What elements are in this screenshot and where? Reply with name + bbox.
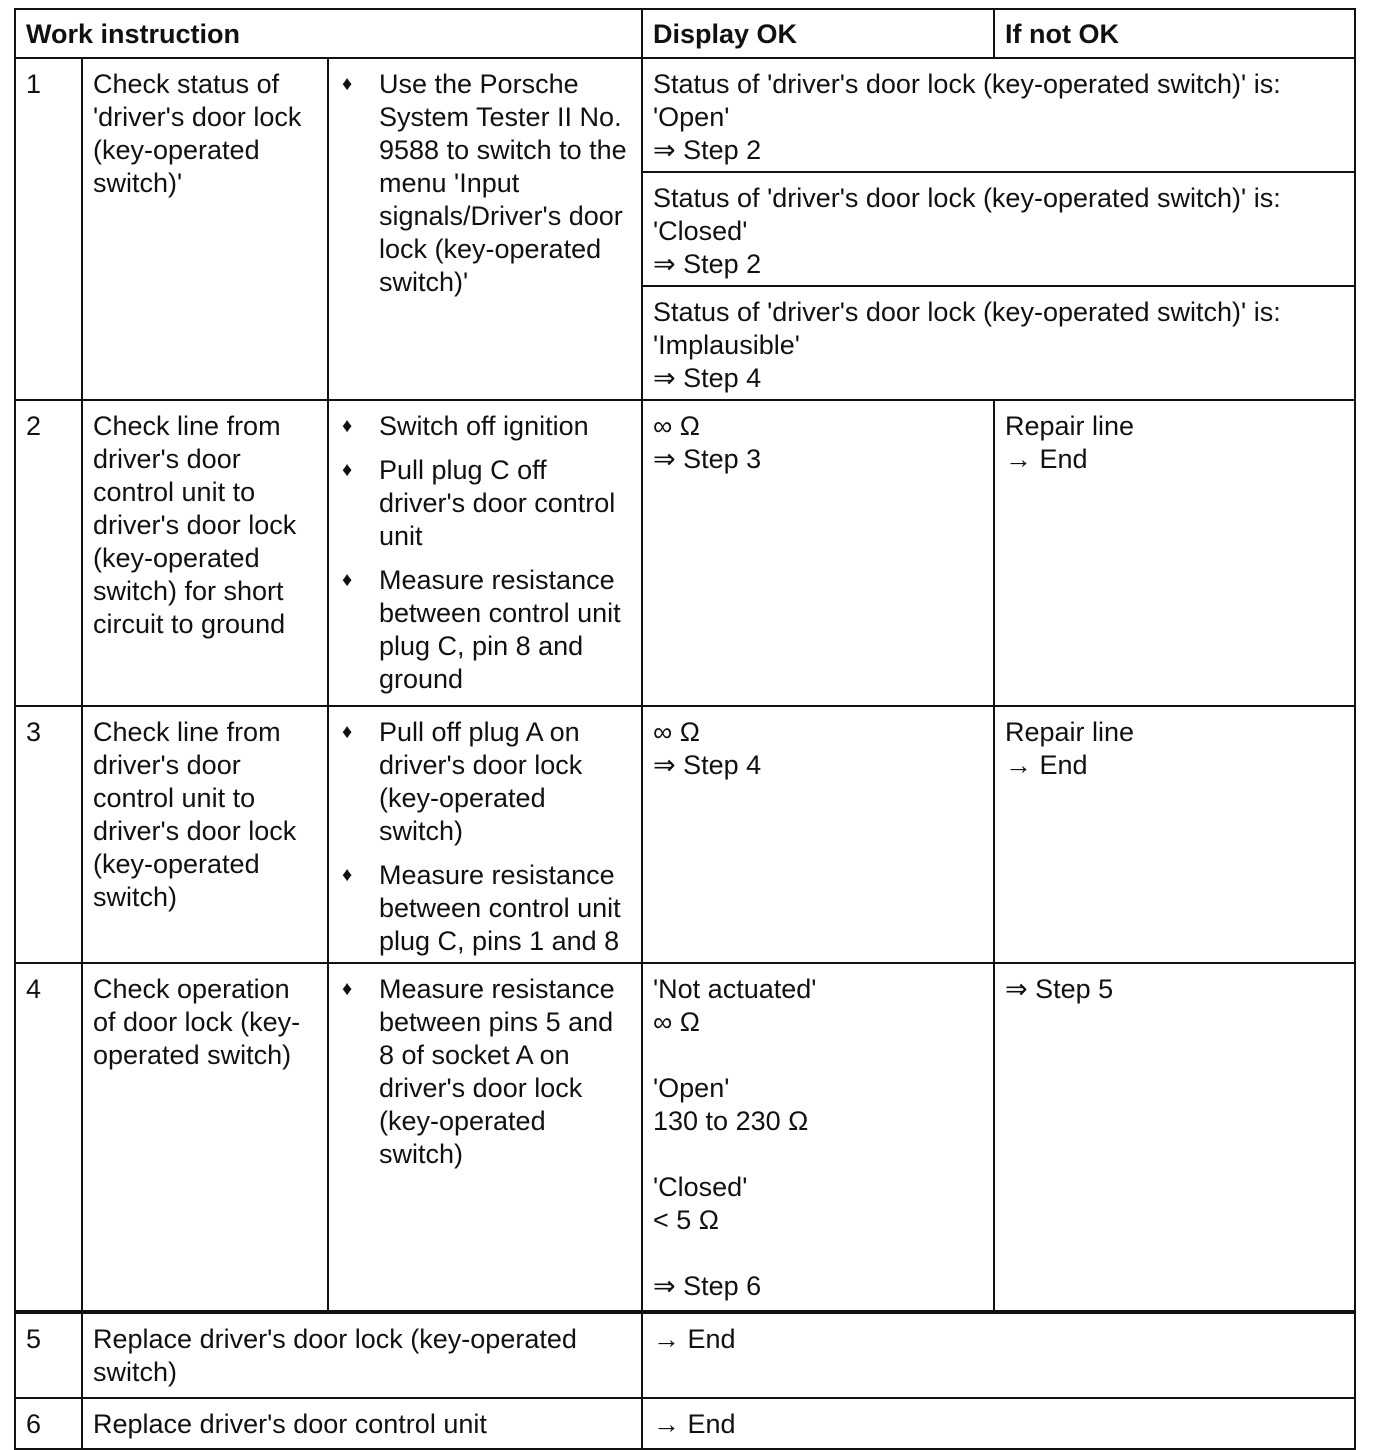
step-title: Check line from driver's door control unit to driver's door lock (key-operated switch) bbox=[82, 706, 328, 963]
step-number: 2 bbox=[15, 400, 82, 706]
diamond-bullet-icon: ♦ bbox=[342, 721, 353, 743]
diamond-bullet-icon: ♦ bbox=[342, 459, 353, 481]
diamond-bullet-icon: ♦ bbox=[342, 415, 353, 437]
action-item: ♦ Measure resistance between pins 5 and 8 of socket A on driver's door lock (key-operated switch) bbox=[342, 974, 615, 1169]
display-ok-cell: ∞ Ω ⇒ Step 3 bbox=[642, 400, 994, 706]
header-work-instruction: Work instruction bbox=[15, 9, 642, 58]
step-1-row bbox=[15, 58, 1355, 172]
header-row bbox=[15, 9, 1355, 58]
work-instruction-table bbox=[14, 8, 1356, 1450]
diamond-bullet-icon: ♦ bbox=[342, 73, 353, 95]
step-title: Check line from driver's door control unit to driver's door lock (key-operated switch) for short circuit to ground bbox=[82, 400, 328, 706]
state-value: < 5 Ω bbox=[653, 1205, 719, 1235]
step-title: Replace driver's door control unit bbox=[82, 1398, 642, 1449]
step-number: 3 bbox=[15, 706, 82, 963]
step-2-row bbox=[15, 400, 1355, 706]
step-number: 5 bbox=[15, 1312, 82, 1398]
if-not-ok-cell: ⇒ Step 5 bbox=[994, 963, 1355, 1312]
step-6-row bbox=[15, 1398, 1355, 1449]
action-item: ♦ Pull off plug A on driver's door lock (key-operated switch) bbox=[342, 717, 583, 846]
step-actions bbox=[328, 58, 642, 400]
step-number: 6 bbox=[15, 1398, 82, 1449]
step-4-row bbox=[15, 963, 1355, 1312]
diamond-bullet-icon: ♦ bbox=[342, 864, 353, 886]
step-actions bbox=[328, 963, 642, 1312]
step-actions bbox=[328, 400, 642, 706]
diamond-bullet-icon: ♦ bbox=[342, 569, 353, 591]
diamond-bullet-icon: ♦ bbox=[342, 978, 353, 1000]
if-not-ok-cell: Repair line → End bbox=[994, 400, 1355, 706]
state-label: 'Not actuated' bbox=[653, 974, 817, 1004]
action-item: ♦ Measure resistance between control unit plug C, pin 8 and ground bbox=[342, 565, 621, 694]
action-item: ♦ Pull plug C off driver's door control unit bbox=[342, 455, 616, 551]
state-label: 'Open' bbox=[653, 1073, 730, 1103]
step-title: Check operation of door lock (key-operated switch) bbox=[82, 963, 328, 1312]
display-ok-cell: ∞ Ω ⇒ Step 4 bbox=[642, 706, 994, 963]
step-number: 4 bbox=[15, 963, 82, 1312]
result-implausible: Status of 'driver's door lock (key-operated switch)' is: 'Implausible' ⇒ Step 4 bbox=[642, 286, 1355, 400]
step-title: Check status of 'driver's door lock (key-operated switch)' bbox=[82, 58, 328, 400]
action-item: ♦ Measure resistance between control unit plug C, pins 1 and 8 bbox=[342, 860, 621, 956]
step-actions bbox=[328, 706, 642, 963]
action-item: ♦ Use the Porsche System Tester II No. 9588 to switch to the menu 'Input signals/Driver's door lock (key-operated switch)' bbox=[342, 69, 627, 297]
next-step: ⇒ Step 6 bbox=[653, 1271, 762, 1301]
step-5-row bbox=[15, 1312, 1355, 1398]
step-3-row bbox=[15, 706, 1355, 963]
action-item: ♦ Switch off ignition bbox=[342, 411, 589, 441]
header-if-not-ok: If not OK bbox=[994, 9, 1355, 58]
display-ok-cell bbox=[642, 963, 994, 1312]
result-open: Status of 'driver's door lock (key-operated switch)' is: 'Open' ⇒ Step 2 bbox=[642, 58, 1355, 172]
step-number: 1 bbox=[15, 58, 82, 400]
state-value: ∞ Ω bbox=[653, 1007, 700, 1037]
state-label: 'Closed' bbox=[653, 1172, 748, 1202]
if-not-ok-cell: Repair line → End bbox=[994, 706, 1355, 963]
header-display-ok: Display OK bbox=[642, 9, 994, 58]
state-value: 130 to 230 Ω bbox=[653, 1106, 809, 1136]
result-closed: Status of 'driver's door lock (key-operated switch)' is: 'Closed' ⇒ Step 2 bbox=[642, 172, 1355, 286]
step-title: Replace driver's door lock (key-operated switch) bbox=[82, 1312, 642, 1398]
display-ok-cell: → End bbox=[642, 1398, 1355, 1449]
display-ok-cell: → End bbox=[642, 1312, 1355, 1398]
